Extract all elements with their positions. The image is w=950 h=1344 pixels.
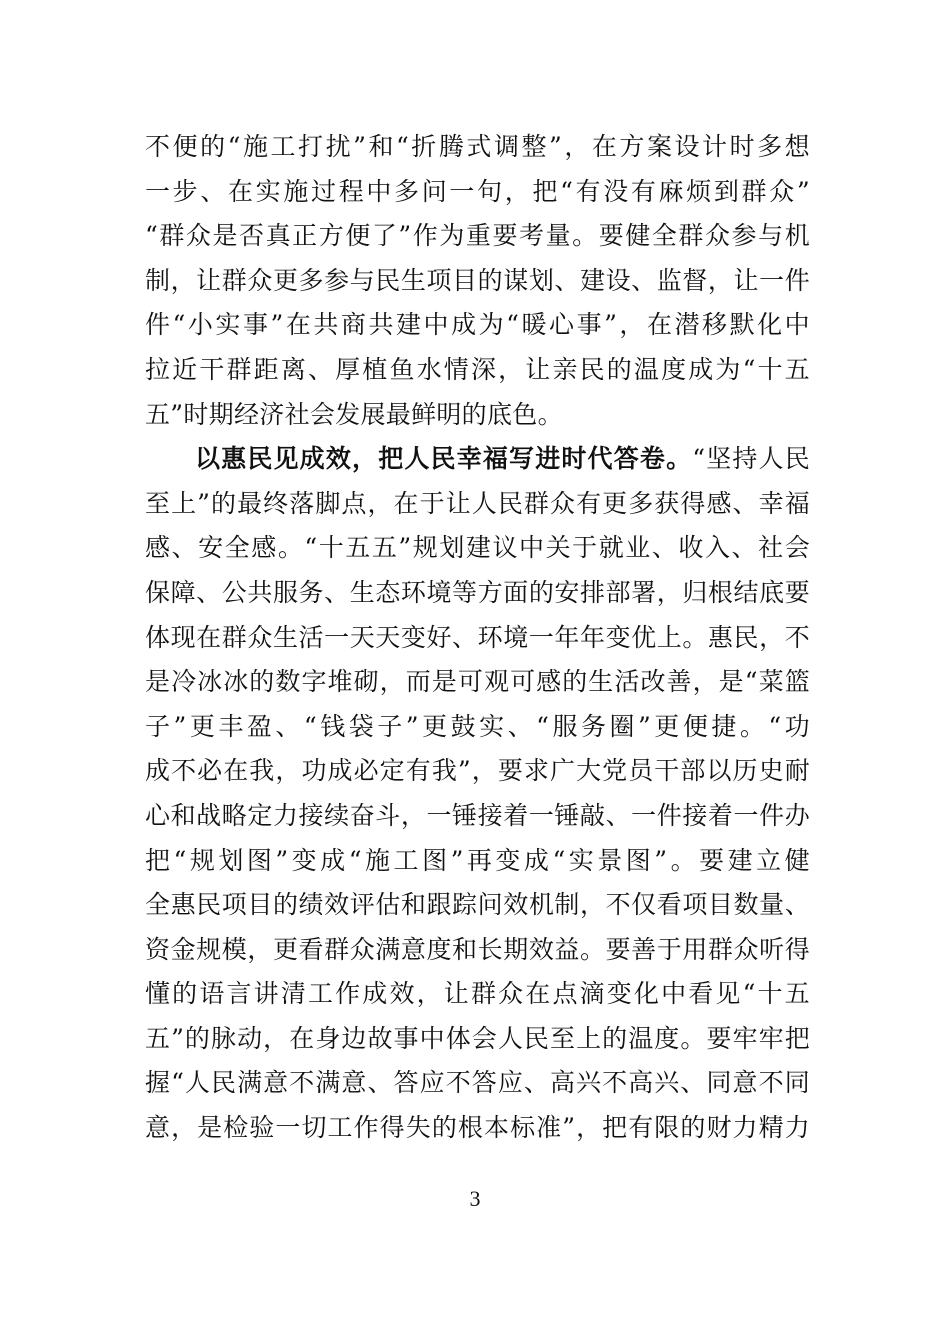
paragraph-line: 保障、公共服务、生态环境等方面的安排部署，归根结底要 (145, 577, 810, 607)
paragraph-line: 至上”的最终落脚点，在于让人民群众有更多获得感、幸福 (145, 488, 810, 518)
paragraph-line: “群众是否真正方便了”作为重要考量。要健全群众参与机 (145, 221, 810, 251)
paragraph-line: 五”的脉动，在身边故事中体会人民至上的温度。要牢牢把 (145, 1023, 810, 1053)
paragraph-line: 拉近干群距离、厚植鱼水情深，让亲民的温度成为“十五 (145, 354, 810, 384)
paragraph-line: 懂的语言讲清工作成效，让群众在点滴变化中看见“十五 (145, 979, 810, 1009)
paragraph-line: 资金规模，更看群众满意度和长期效益。要善于用群众听得 (145, 934, 810, 964)
paragraph-line-rest: “坚持人民 (692, 444, 810, 474)
paragraph-line: 是冷冰冰的数字堆砌，而是可观可感的生活改善，是“菜篮 (145, 667, 810, 697)
paragraph-line: 全惠民项目的绩效评估和跟踪问效机制，不仅看项目数量、 (145, 890, 810, 920)
paragraph-line: 一步、在实施过程中多问一句，把“有没有麻烦到群众” (145, 176, 810, 206)
paragraph-line: 把“规划图”变成“施工图”再变成“实景图”。要建立健 (145, 845, 810, 875)
paragraph-line: 意，是检验一切工作得失的根本标准”，把有限的财力精力 (145, 1113, 810, 1143)
paragraph-line: 成不必在我，功成必定有我”，要求广大党员干部以历史耐 (145, 756, 810, 786)
paragraph-first-line (145, 437, 810, 482)
paragraph-line: 体现在群众生活一天天变好、环境一年年变优上。惠民，不 (145, 622, 810, 652)
paragraph-line: 感、安全感。“十五五”规划建议中关于就业、收入、社会 (145, 533, 810, 563)
paragraph-line: 制，让群众更多参与民生项目的谋划、建设、监督，让一件 (145, 265, 810, 295)
paragraph-line: 子”更丰盈、“钱袋子”更鼓实、“服务圈”更便捷。“功 (145, 711, 810, 741)
paragraph-line: 握“人民满意不满意、答应不答应、高兴不高兴、同意不同 (145, 1068, 810, 1098)
page-number: 3 (469, 1186, 481, 1211)
paragraph-lead-heading: 以惠民见成效，把人民幸福写进时代答卷。 (195, 444, 693, 474)
paragraph-line: 件“小实事”在共商共建中成为“暖心事”，在潜移默化中 (145, 310, 810, 340)
paragraph-line: 五”时期经济社会发展最鲜明的底色。 (145, 399, 563, 429)
paragraph-line: 心和战略定力接续奋斗，一锤接着一锤敲、一件接着一件办 (145, 800, 810, 830)
paragraph-line: 不便的“施工打扰”和“折腾式调整”，在方案设计时多想 (145, 132, 810, 161)
body-text (145, 125, 810, 1151)
